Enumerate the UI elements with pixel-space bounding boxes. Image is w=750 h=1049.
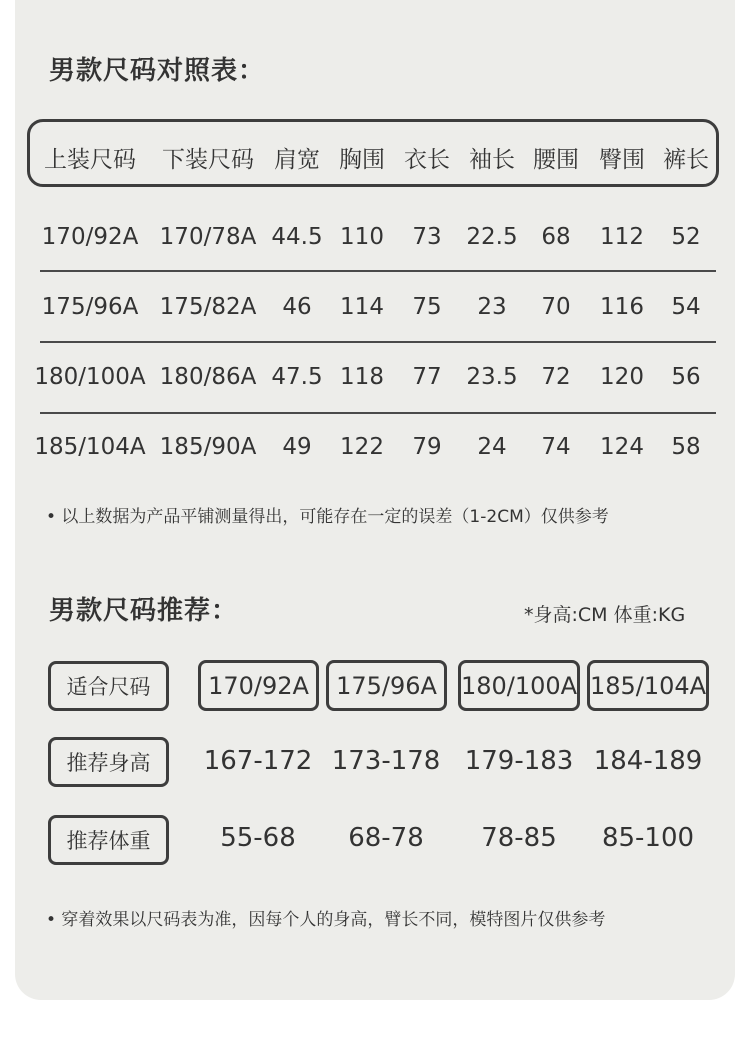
weight-label: 推荐体重 (48, 815, 169, 865)
row-divider (40, 341, 716, 343)
recommend-note: • 穿着效果以尺码表为准，因每个人的身高，臂长不同，模特图片仅供参考 (46, 910, 606, 930)
size-option-1: 170/92A (198, 660, 319, 711)
size-label: 适合尺码 (48, 661, 169, 711)
size-option-3: 180/100A (458, 660, 580, 711)
size-chart-note: • 以上数据为产品平铺测量得出，可能存在一定的误差（1-2CM）仅供参考 (46, 507, 609, 527)
size-chart-title: 男款尺码对照表： (49, 56, 266, 86)
size-option-2: 175/96A (326, 660, 447, 711)
height-label: 推荐身高 (48, 737, 169, 787)
row-divider (40, 412, 716, 414)
unit-note: *身高:CM 体重:KG (524, 604, 686, 626)
recommend-title: 男款尺码推荐： (49, 596, 239, 626)
size-option-4: 185/104A (587, 660, 709, 711)
row-divider (40, 270, 716, 272)
